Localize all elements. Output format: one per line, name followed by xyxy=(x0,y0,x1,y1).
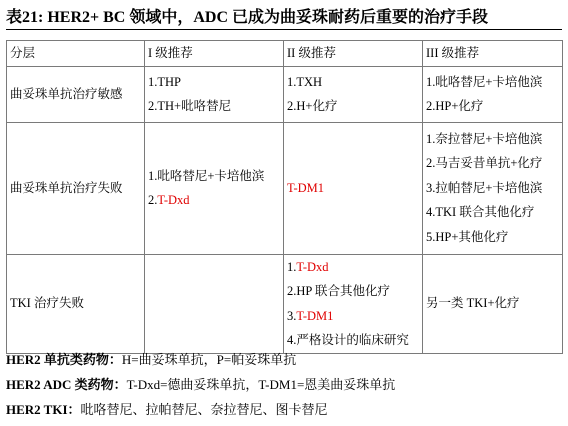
level-3-cell xyxy=(423,254,563,353)
level-1-cell xyxy=(145,122,284,254)
treatment-table xyxy=(6,40,563,354)
cell-line xyxy=(287,255,419,280)
level-2-cell xyxy=(284,254,423,353)
table-row xyxy=(7,122,563,254)
drug-highlight: T-Dxd xyxy=(296,259,329,274)
header-level-2: II 级推荐 xyxy=(284,41,423,67)
title-rule xyxy=(6,29,562,30)
cell-line: 1.TXH xyxy=(287,74,323,89)
level-2-cell xyxy=(284,66,423,122)
table-row xyxy=(7,254,563,353)
footnote-text: 吡咯替尼、拉帕替尼、奈拉替尼、图卡替尼 xyxy=(80,402,328,417)
item-number: 3. xyxy=(287,308,297,323)
footnote xyxy=(6,375,395,400)
cell-line: 2.马吉妥昔单抗+化疗 xyxy=(426,156,543,171)
item-number: 1. xyxy=(287,259,297,274)
cell-line: 4.严格设计的临床研究 xyxy=(287,333,409,347)
cell-line: 2.H+化疗 xyxy=(287,99,338,113)
table-title: 表21: HER2+ BC 领域中，ADC 已成为曲妥珠耐药后重要的治疗手段 xyxy=(6,9,489,26)
cell-line: 1.吡咯替尼+卡培他滨 xyxy=(426,74,543,89)
cell-line xyxy=(287,304,419,329)
footnote-key: HER2 单抗类药物： xyxy=(6,352,122,367)
cell-line: 2.TH+吡咯替尼 xyxy=(148,99,232,113)
level-2-cell xyxy=(284,122,423,254)
cell-line xyxy=(148,188,280,213)
drug-highlight: T-Dxd xyxy=(157,193,190,207)
cell-line: 1.吡咯替尼+卡培他滨 xyxy=(148,168,265,183)
footnote-key: HER2 ADC 类药物： xyxy=(6,377,127,392)
level-1-cell xyxy=(145,66,284,122)
level-3-cell xyxy=(423,66,563,122)
drug-highlight: T-DM1 xyxy=(287,180,325,195)
cell-line: 1.THP xyxy=(148,74,181,89)
cell-line: 2.HP 联合其他化疗 xyxy=(287,284,391,298)
drug-highlight: T-DM1 xyxy=(296,308,334,323)
footnote xyxy=(6,350,395,375)
row-label: TKI 治疗失败 xyxy=(7,254,145,353)
header-level-3: III 级推荐 xyxy=(423,41,563,67)
footnote xyxy=(6,400,395,425)
cell-line: 3.拉帕替尼+卡培他滨 xyxy=(426,180,543,195)
footnote-key: HER2 TKI： xyxy=(6,402,81,417)
row-label: 曲妥珠单抗治疗失败 xyxy=(7,122,145,254)
cell-line: 4.TKI 联合其他化疗 xyxy=(426,205,535,220)
footnote-text: T-Dxd=德曲妥珠单抗，T-DM1=恩美曲妥珠单抗 xyxy=(126,377,396,392)
table-row xyxy=(7,66,563,122)
row-label: 曲妥珠单抗治疗敏感 xyxy=(7,66,145,122)
cell-line: 1.奈拉替尼+卡培他滨 xyxy=(426,131,543,146)
level-3-cell xyxy=(423,122,563,254)
header-level-1: I 级推荐 xyxy=(145,41,284,67)
footnotes xyxy=(6,350,395,425)
cell-line: 2.HP+化疗 xyxy=(426,99,484,113)
footnote-text: H=曲妥珠单抗，P=帕妥珠单抗 xyxy=(121,352,297,367)
item-number: 2. xyxy=(148,193,158,207)
cell-line: 5.HP+其他化疗 xyxy=(426,229,509,244)
cell-line: 另一类 TKI+化疗 xyxy=(426,296,520,311)
table-header-row xyxy=(7,41,563,67)
header-layer: 分层 xyxy=(7,41,145,67)
level-1-cell xyxy=(145,254,284,353)
